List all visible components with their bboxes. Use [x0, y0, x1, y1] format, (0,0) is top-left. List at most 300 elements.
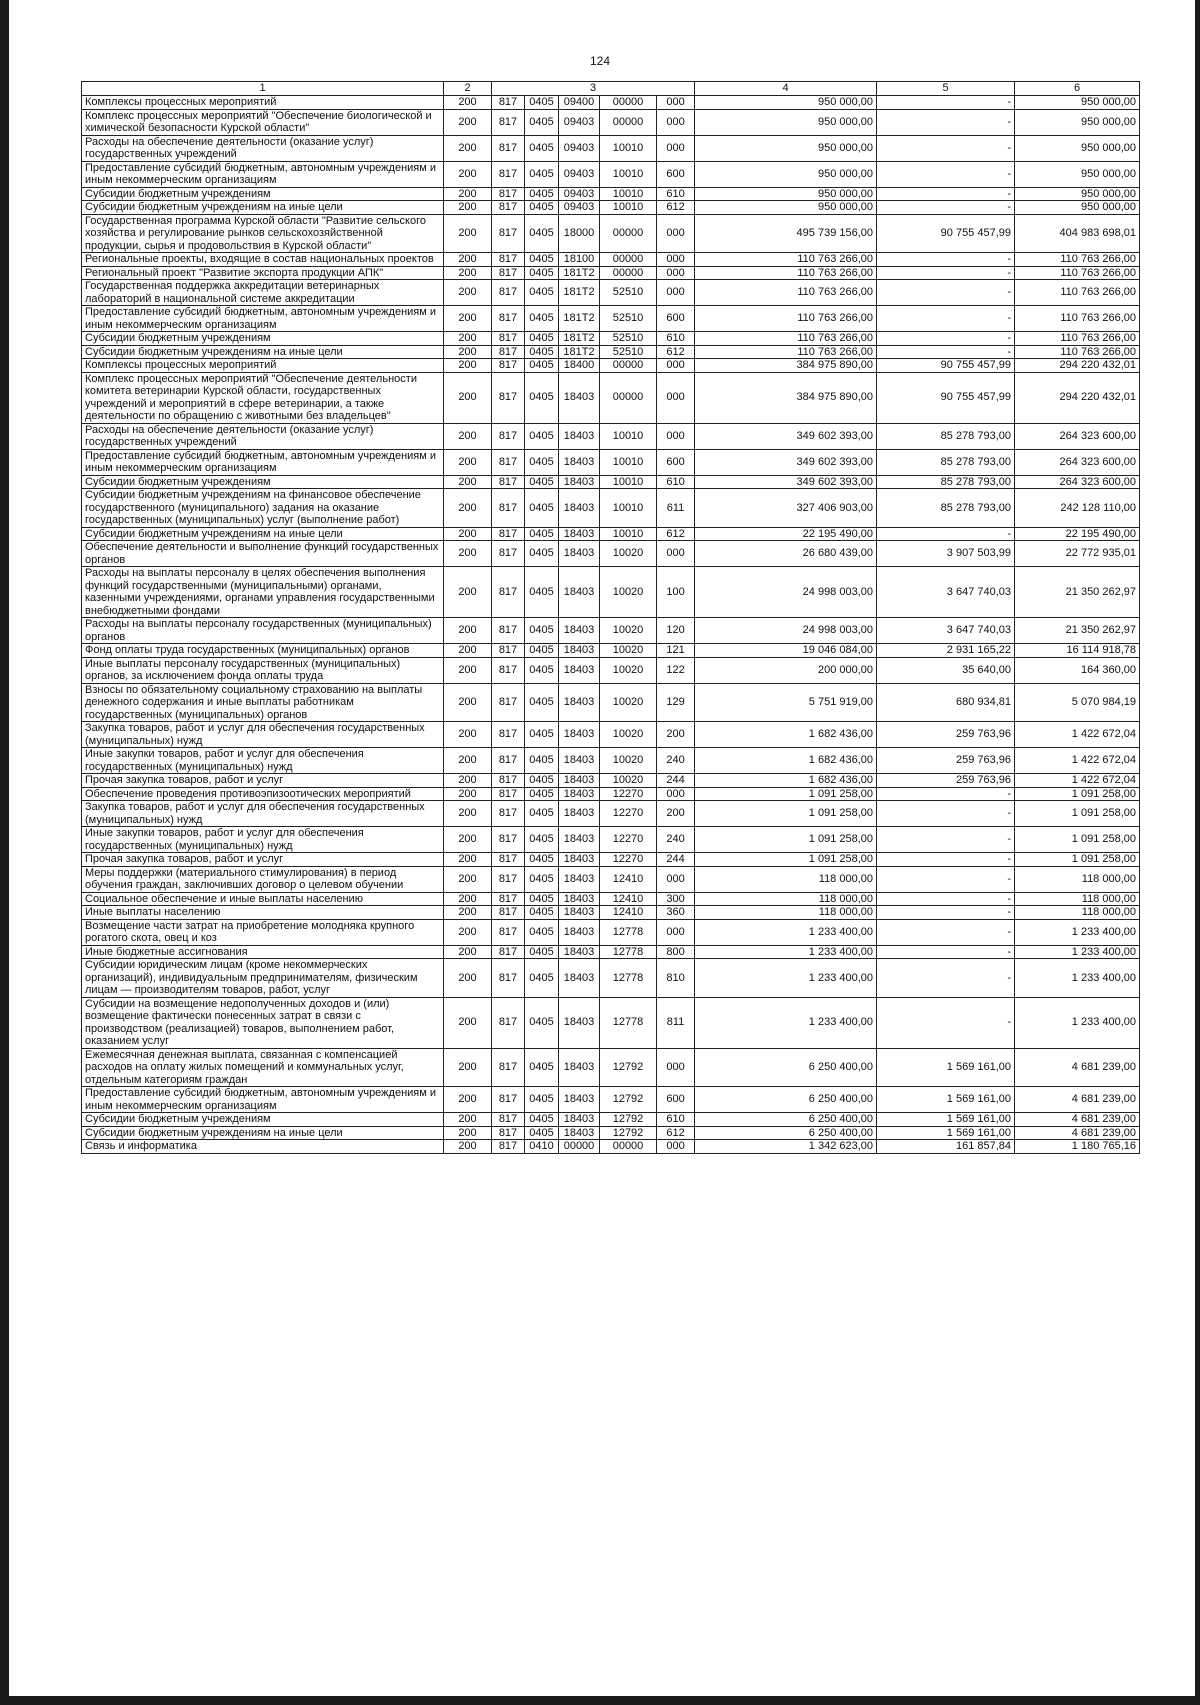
row-expense-type-code: 611 [657, 489, 695, 528]
row-amount-approved: 200 000,00 [695, 657, 877, 683]
row-ved-code: 200 [444, 475, 492, 489]
table-row [82, 959, 1140, 998]
row-ved-code: 200 [444, 541, 492, 567]
row-amount-approved: 950 000,00 [695, 109, 877, 135]
row-amount-remaining: 1 233 400,00 [1015, 959, 1140, 998]
table-row [82, 801, 1140, 827]
row-ved-code: 200 [444, 372, 492, 423]
row-ved-code: 200 [444, 801, 492, 827]
row-amount-executed: - [877, 945, 1015, 959]
row-name: Возмещение части затрат на приобретение молодняка крупного рогатого скота, овец и коз [82, 919, 444, 945]
row-expense-type-code: 600 [657, 306, 695, 332]
row-name: Прочая закупка товаров, работ и услуг [82, 774, 444, 788]
row-section-code: 817 [492, 945, 525, 959]
row-subsection-code: 0405 [525, 892, 559, 906]
row-ved-code: 200 [444, 345, 492, 359]
row-subsection-code: 0405 [525, 135, 559, 161]
row-section-code: 817 [492, 1113, 525, 1127]
table-row [82, 423, 1140, 449]
row-ved-code: 200 [444, 489, 492, 528]
row-section-code: 817 [492, 109, 525, 135]
table-row [82, 853, 1140, 867]
row-expense-type-code: 000 [657, 866, 695, 892]
row-amount-approved: 950 000,00 [695, 201, 877, 215]
row-expense-type-code: 000 [657, 109, 695, 135]
row-direction-code: 12778 [600, 945, 657, 959]
row-amount-remaining: 1 233 400,00 [1015, 945, 1140, 959]
row-direction-code: 52510 [600, 332, 657, 346]
row-amount-approved: 26 680 439,00 [695, 541, 877, 567]
row-name: Предоставление субсидий бюджетным, автономным учреждениям и иным некоммерческим организациям [82, 306, 444, 332]
row-direction-code: 12410 [600, 906, 657, 920]
row-name: Расходы на выплаты персоналу в целях обеспечения выполнения функций государственными (муниципальными) органами, казенными учреждениями, органами управления государственными внебюджетными фондами [82, 567, 444, 618]
row-section-code: 817 [492, 266, 525, 280]
row-program-code: 18403 [559, 945, 600, 959]
row-program-code: 09403 [559, 187, 600, 201]
table-row [82, 372, 1140, 423]
row-subsection-code: 0405 [525, 161, 559, 187]
row-program-code: 18403 [559, 683, 600, 722]
row-name: Субсидии на возмещение недополученных доходов и (или) возмещение фактически понесенных затрат в связи с производством (реализацией) товаров, выполнением работ, оказанием услуг [82, 997, 444, 1048]
row-direction-code: 10020 [600, 722, 657, 748]
row-ved-code: 200 [444, 827, 492, 853]
row-section-code: 817 [492, 919, 525, 945]
row-amount-remaining: 110 763 266,00 [1015, 306, 1140, 332]
table-row [82, 1113, 1140, 1127]
header-col-3: 3 [492, 82, 695, 96]
row-amount-executed: - [877, 827, 1015, 853]
row-direction-code: 10020 [600, 644, 657, 658]
row-expense-type-code: 100 [657, 567, 695, 618]
row-direction-code: 12792 [600, 1048, 657, 1087]
row-direction-code: 10020 [600, 774, 657, 788]
row-amount-executed: 161 857,84 [877, 1140, 1015, 1154]
table-row [82, 774, 1140, 788]
row-subsection-code: 0410 [525, 1140, 559, 1154]
row-section-code: 817 [492, 1048, 525, 1087]
row-expense-type-code: 200 [657, 722, 695, 748]
row-direction-code: 10010 [600, 135, 657, 161]
row-subsection-code: 0405 [525, 853, 559, 867]
row-section-code: 817 [492, 853, 525, 867]
row-subsection-code: 0405 [525, 1087, 559, 1113]
row-amount-executed: - [877, 109, 1015, 135]
scan-edge-right [1195, 0, 1200, 1705]
row-expense-type-code: 000 [657, 280, 695, 306]
row-expense-type-code: 360 [657, 906, 695, 920]
row-direction-code: 12410 [600, 866, 657, 892]
row-expense-type-code: 000 [657, 423, 695, 449]
row-name: Субсидии бюджетным учреждениям на финансовое обеспечение государственного (муниципального) задания на оказание государственных (муниципальных) услуг (выполнение работ) [82, 489, 444, 528]
row-amount-approved: 118 000,00 [695, 892, 877, 906]
table-row [82, 527, 1140, 541]
row-amount-approved: 1 233 400,00 [695, 945, 877, 959]
row-expense-type-code: 610 [657, 475, 695, 489]
row-expense-type-code: 000 [657, 96, 695, 110]
row-amount-executed: 259 763,96 [877, 774, 1015, 788]
row-section-code: 817 [492, 657, 525, 683]
row-ved-code: 200 [444, 187, 492, 201]
row-subsection-code: 0405 [525, 657, 559, 683]
row-program-code: 18403 [559, 774, 600, 788]
row-amount-executed: 1 569 161,00 [877, 1126, 1015, 1140]
row-amount-approved: 5 751 919,00 [695, 683, 877, 722]
row-amount-executed: - [877, 527, 1015, 541]
row-section-code: 817 [492, 683, 525, 722]
table-row [82, 618, 1140, 644]
row-amount-approved: 118 000,00 [695, 906, 877, 920]
scan-edge-left [0, 0, 9, 1705]
table-row [82, 722, 1140, 748]
row-amount-executed: - [877, 892, 1015, 906]
header-col-2: 2 [444, 82, 492, 96]
row-expense-type-code: 000 [657, 253, 695, 267]
row-amount-remaining: 118 000,00 [1015, 906, 1140, 920]
row-name: Комплекс процессных мероприятий "Обеспечение деятельности комитета ветеринарии Курской области, государственных учреждений и мероприятий в сфере ветеринарии, а также деятельности по обращению с животными без владельцев" [82, 372, 444, 423]
row-amount-remaining: 264 323 600,00 [1015, 475, 1140, 489]
row-amount-approved: 1 342 623,00 [695, 1140, 877, 1154]
row-amount-remaining: 950 000,00 [1015, 109, 1140, 135]
row-direction-code: 52510 [600, 280, 657, 306]
row-subsection-code: 0405 [525, 945, 559, 959]
row-direction-code: 00000 [600, 1140, 657, 1154]
row-expense-type-code: 300 [657, 892, 695, 906]
row-amount-approved: 1 233 400,00 [695, 959, 877, 998]
row-amount-remaining: 21 350 262,97 [1015, 618, 1140, 644]
row-ved-code: 200 [444, 214, 492, 253]
table-row [82, 187, 1140, 201]
row-expense-type-code: 000 [657, 135, 695, 161]
row-amount-remaining: 21 350 262,97 [1015, 567, 1140, 618]
row-amount-remaining: 1 422 672,04 [1015, 748, 1140, 774]
row-expense-type-code: 610 [657, 332, 695, 346]
row-ved-code: 200 [444, 722, 492, 748]
row-subsection-code: 0405 [525, 449, 559, 475]
row-amount-remaining: 1 422 672,04 [1015, 774, 1140, 788]
row-program-code: 18403 [559, 1113, 600, 1127]
row-subsection-code: 0405 [525, 959, 559, 998]
row-name: Взносы по обязательному социальному страхованию на выплаты денежного содержания и иные выплаты работникам государственных (муниципальных) органов [82, 683, 444, 722]
row-expense-type-code: 612 [657, 1126, 695, 1140]
row-expense-type-code: 600 [657, 449, 695, 475]
row-ved-code: 200 [444, 1113, 492, 1127]
row-subsection-code: 0405 [525, 332, 559, 346]
row-amount-approved: 6 250 400,00 [695, 1126, 877, 1140]
row-name: Иные выплаты персоналу государственных (муниципальных) органов, за исключением фонда оплаты труда [82, 657, 444, 683]
row-amount-approved: 384 975 890,00 [695, 359, 877, 373]
row-ved-code: 200 [444, 201, 492, 215]
row-amount-approved: 110 763 266,00 [695, 266, 877, 280]
row-amount-remaining: 4 681 239,00 [1015, 1126, 1140, 1140]
row-amount-executed: - [877, 201, 1015, 215]
row-amount-executed: - [877, 997, 1015, 1048]
row-ved-code: 200 [444, 359, 492, 373]
row-direction-code: 10010 [600, 527, 657, 541]
row-amount-remaining: 110 763 266,00 [1015, 345, 1140, 359]
row-subsection-code: 0405 [525, 748, 559, 774]
row-subsection-code: 0405 [525, 253, 559, 267]
row-direction-code: 52510 [600, 306, 657, 332]
row-amount-executed: - [877, 959, 1015, 998]
table-row [82, 1087, 1140, 1113]
row-amount-executed: 259 763,96 [877, 748, 1015, 774]
row-amount-approved: 6 250 400,00 [695, 1113, 877, 1127]
header-col-1: 1 [82, 82, 444, 96]
row-program-code: 18403 [559, 748, 600, 774]
table-row [82, 567, 1140, 618]
row-amount-approved: 349 602 393,00 [695, 423, 877, 449]
row-amount-remaining: 950 000,00 [1015, 96, 1140, 110]
row-name: Обеспечение деятельности и выполнение функций государственных органов [82, 541, 444, 567]
row-ved-code: 200 [444, 997, 492, 1048]
row-amount-approved: 1 091 258,00 [695, 801, 877, 827]
row-program-code: 09400 [559, 96, 600, 110]
row-direction-code: 10020 [600, 748, 657, 774]
row-amount-remaining: 950 000,00 [1015, 187, 1140, 201]
row-amount-approved: 1 682 436,00 [695, 748, 877, 774]
row-expense-type-code: 811 [657, 997, 695, 1048]
row-subsection-code: 0405 [525, 827, 559, 853]
row-amount-remaining: 242 128 110,00 [1015, 489, 1140, 528]
row-amount-approved: 24 998 003,00 [695, 567, 877, 618]
row-amount-approved: 110 763 266,00 [695, 280, 877, 306]
row-ved-code: 200 [444, 959, 492, 998]
row-name: Иные закупки товаров, работ и услуг для обеспечения государственных (муниципальных) нужд [82, 827, 444, 853]
row-amount-executed: 35 640,00 [877, 657, 1015, 683]
row-expense-type-code: 000 [657, 541, 695, 567]
row-subsection-code: 0405 [525, 280, 559, 306]
row-section-code: 817 [492, 214, 525, 253]
row-amount-approved: 1 091 258,00 [695, 853, 877, 867]
row-section-code: 817 [492, 567, 525, 618]
row-direction-code: 12270 [600, 787, 657, 801]
table-row [82, 449, 1140, 475]
row-program-code: 18403 [559, 644, 600, 658]
table-row [82, 1140, 1140, 1154]
row-amount-remaining: 110 763 266,00 [1015, 280, 1140, 306]
table-row [82, 109, 1140, 135]
row-subsection-code: 0405 [525, 1113, 559, 1127]
row-section-code: 817 [492, 423, 525, 449]
row-section-code: 817 [492, 201, 525, 215]
row-expense-type-code: 000 [657, 359, 695, 373]
row-amount-approved: 495 739 156,00 [695, 214, 877, 253]
row-name: Региональные проекты, входящие в состав национальных проектов [82, 253, 444, 267]
row-program-code: 18403 [559, 787, 600, 801]
row-expense-type-code: 121 [657, 644, 695, 658]
row-program-code: 181Т2 [559, 332, 600, 346]
row-subsection-code: 0405 [525, 567, 559, 618]
row-ved-code: 200 [444, 332, 492, 346]
row-expense-type-code: 612 [657, 345, 695, 359]
row-section-code: 817 [492, 187, 525, 201]
row-direction-code: 12270 [600, 853, 657, 867]
row-ved-code: 200 [444, 748, 492, 774]
row-direction-code: 12778 [600, 919, 657, 945]
row-amount-remaining: 118 000,00 [1015, 866, 1140, 892]
row-name: Закупка товаров, работ и услуг для обеспечения государственных (муниципальных) нужд [82, 722, 444, 748]
row-amount-remaining: 22 772 935,01 [1015, 541, 1140, 567]
row-direction-code: 10010 [600, 187, 657, 201]
row-amount-executed: 90 755 457,99 [877, 359, 1015, 373]
row-direction-code: 12270 [600, 801, 657, 827]
row-program-code: 00000 [559, 1140, 600, 1154]
row-direction-code: 00000 [600, 266, 657, 280]
row-subsection-code: 0405 [525, 683, 559, 722]
row-amount-executed: - [877, 266, 1015, 280]
row-amount-executed: - [877, 345, 1015, 359]
row-name: Субсидии бюджетным учреждениям [82, 332, 444, 346]
row-amount-executed: 90 755 457,99 [877, 214, 1015, 253]
row-section-code: 817 [492, 906, 525, 920]
row-name: Субсидии бюджетным учреждениям на иные цели [82, 1126, 444, 1140]
row-subsection-code: 0405 [525, 489, 559, 528]
row-subsection-code: 0405 [525, 266, 559, 280]
row-amount-remaining: 110 763 266,00 [1015, 332, 1140, 346]
row-program-code: 18403 [559, 372, 600, 423]
row-ved-code: 200 [444, 306, 492, 332]
row-direction-code: 10010 [600, 423, 657, 449]
row-name: Субсидии бюджетным учреждениям на иные цели [82, 527, 444, 541]
scan-edge-bottom [0, 1696, 1200, 1705]
row-amount-approved: 349 602 393,00 [695, 475, 877, 489]
row-subsection-code: 0405 [525, 787, 559, 801]
row-expense-type-code: 000 [657, 372, 695, 423]
row-amount-remaining: 294 220 432,01 [1015, 372, 1140, 423]
row-amount-executed: - [877, 906, 1015, 920]
row-amount-executed: - [877, 919, 1015, 945]
table-row [82, 345, 1140, 359]
row-program-code: 18403 [559, 475, 600, 489]
row-program-code: 181Т2 [559, 306, 600, 332]
row-amount-remaining: 1 233 400,00 [1015, 997, 1140, 1048]
row-amount-approved: 1 233 400,00 [695, 997, 877, 1048]
row-amount-executed: 1 569 161,00 [877, 1048, 1015, 1087]
row-amount-remaining: 950 000,00 [1015, 135, 1140, 161]
row-amount-remaining: 5 070 984,19 [1015, 683, 1140, 722]
row-name: Государственная поддержка аккредитации ветеринарных лабораторий в национальной системе аккредитации [82, 280, 444, 306]
table-row [82, 683, 1140, 722]
row-program-code: 18403 [559, 801, 600, 827]
row-subsection-code: 0405 [525, 722, 559, 748]
row-section-code: 817 [492, 135, 525, 161]
row-program-code: 18403 [559, 449, 600, 475]
row-direction-code: 00000 [600, 359, 657, 373]
row-amount-approved: 22 195 490,00 [695, 527, 877, 541]
row-section-code: 817 [492, 332, 525, 346]
page-number: 124 [589, 54, 611, 68]
row-amount-executed: 85 278 793,00 [877, 489, 1015, 528]
row-program-code: 18403 [559, 997, 600, 1048]
row-amount-executed: 85 278 793,00 [877, 449, 1015, 475]
row-amount-approved: 19 046 084,00 [695, 644, 877, 658]
row-amount-executed: - [877, 801, 1015, 827]
row-expense-type-code: 244 [657, 774, 695, 788]
row-expense-type-code: 000 [657, 1048, 695, 1087]
row-program-code: 18400 [559, 359, 600, 373]
row-direction-code: 00000 [600, 372, 657, 423]
row-amount-approved: 110 763 266,00 [695, 332, 877, 346]
row-name: Меры поддержки (материального стимулирования) в период обучения граждан, заключивших договор о целевом обучении [82, 866, 444, 892]
row-program-code: 18403 [559, 853, 600, 867]
row-amount-executed: - [877, 853, 1015, 867]
row-expense-type-code: 129 [657, 683, 695, 722]
row-name: Фонд оплаты труда государственных (муниципальных) органов [82, 644, 444, 658]
row-amount-remaining: 1 233 400,00 [1015, 919, 1140, 945]
row-name: Государственная программа Курской области "Развитие сельского хозяйства и регулирование рынков сельскохозяйственной продукции, сырья и продовольствия в Курской области" [82, 214, 444, 253]
row-amount-remaining: 264 323 600,00 [1015, 423, 1140, 449]
row-amount-executed: 1 569 161,00 [877, 1087, 1015, 1113]
table-row [82, 1048, 1140, 1087]
row-section-code: 817 [492, 892, 525, 906]
row-program-code: 181Т2 [559, 266, 600, 280]
row-section-code: 817 [492, 997, 525, 1048]
table-row [82, 161, 1140, 187]
row-direction-code: 12792 [600, 1126, 657, 1140]
row-section-code: 817 [492, 722, 525, 748]
table-row [82, 748, 1140, 774]
row-direction-code: 10010 [600, 201, 657, 215]
row-amount-remaining: 22 195 490,00 [1015, 527, 1140, 541]
row-section-code: 817 [492, 475, 525, 489]
row-section-code: 817 [492, 489, 525, 528]
row-amount-approved: 118 000,00 [695, 866, 877, 892]
row-expense-type-code: 600 [657, 1087, 695, 1113]
row-direction-code: 10010 [600, 449, 657, 475]
row-amount-executed: - [877, 280, 1015, 306]
row-direction-code: 12792 [600, 1087, 657, 1113]
row-ved-code: 200 [444, 253, 492, 267]
row-subsection-code: 0405 [525, 475, 559, 489]
row-ved-code: 200 [444, 657, 492, 683]
row-direction-code: 00000 [600, 96, 657, 110]
row-program-code: 18403 [559, 541, 600, 567]
row-amount-executed: 90 755 457,99 [877, 372, 1015, 423]
row-section-code: 817 [492, 618, 525, 644]
row-amount-executed: - [877, 253, 1015, 267]
row-subsection-code: 0405 [525, 201, 559, 215]
row-expense-type-code: 610 [657, 1113, 695, 1127]
row-section-code: 817 [492, 1140, 525, 1154]
row-section-code: 817 [492, 1126, 525, 1140]
table-row [82, 135, 1140, 161]
row-direction-code: 12270 [600, 827, 657, 853]
table-row [82, 919, 1140, 945]
row-subsection-code: 0405 [525, 644, 559, 658]
row-ved-code: 200 [444, 567, 492, 618]
row-program-code: 18100 [559, 253, 600, 267]
row-amount-approved: 950 000,00 [695, 96, 877, 110]
row-ved-code: 200 [444, 892, 492, 906]
row-section-code: 817 [492, 1087, 525, 1113]
row-program-code: 18403 [559, 1087, 600, 1113]
row-subsection-code: 0405 [525, 306, 559, 332]
row-section-code: 817 [492, 280, 525, 306]
row-name: Комплексы процессных мероприятий [82, 96, 444, 110]
row-amount-executed: 85 278 793,00 [877, 423, 1015, 449]
table-row [82, 266, 1140, 280]
row-amount-executed: - [877, 332, 1015, 346]
row-direction-code: 10010 [600, 489, 657, 528]
row-subsection-code: 0405 [525, 774, 559, 788]
row-name: Комплексы процессных мероприятий [82, 359, 444, 373]
table-row [82, 489, 1140, 528]
row-section-code: 817 [492, 359, 525, 373]
table-row [82, 332, 1140, 346]
row-name: Иные выплаты населению [82, 906, 444, 920]
table-row [82, 253, 1140, 267]
row-amount-remaining: 1 091 258,00 [1015, 853, 1140, 867]
